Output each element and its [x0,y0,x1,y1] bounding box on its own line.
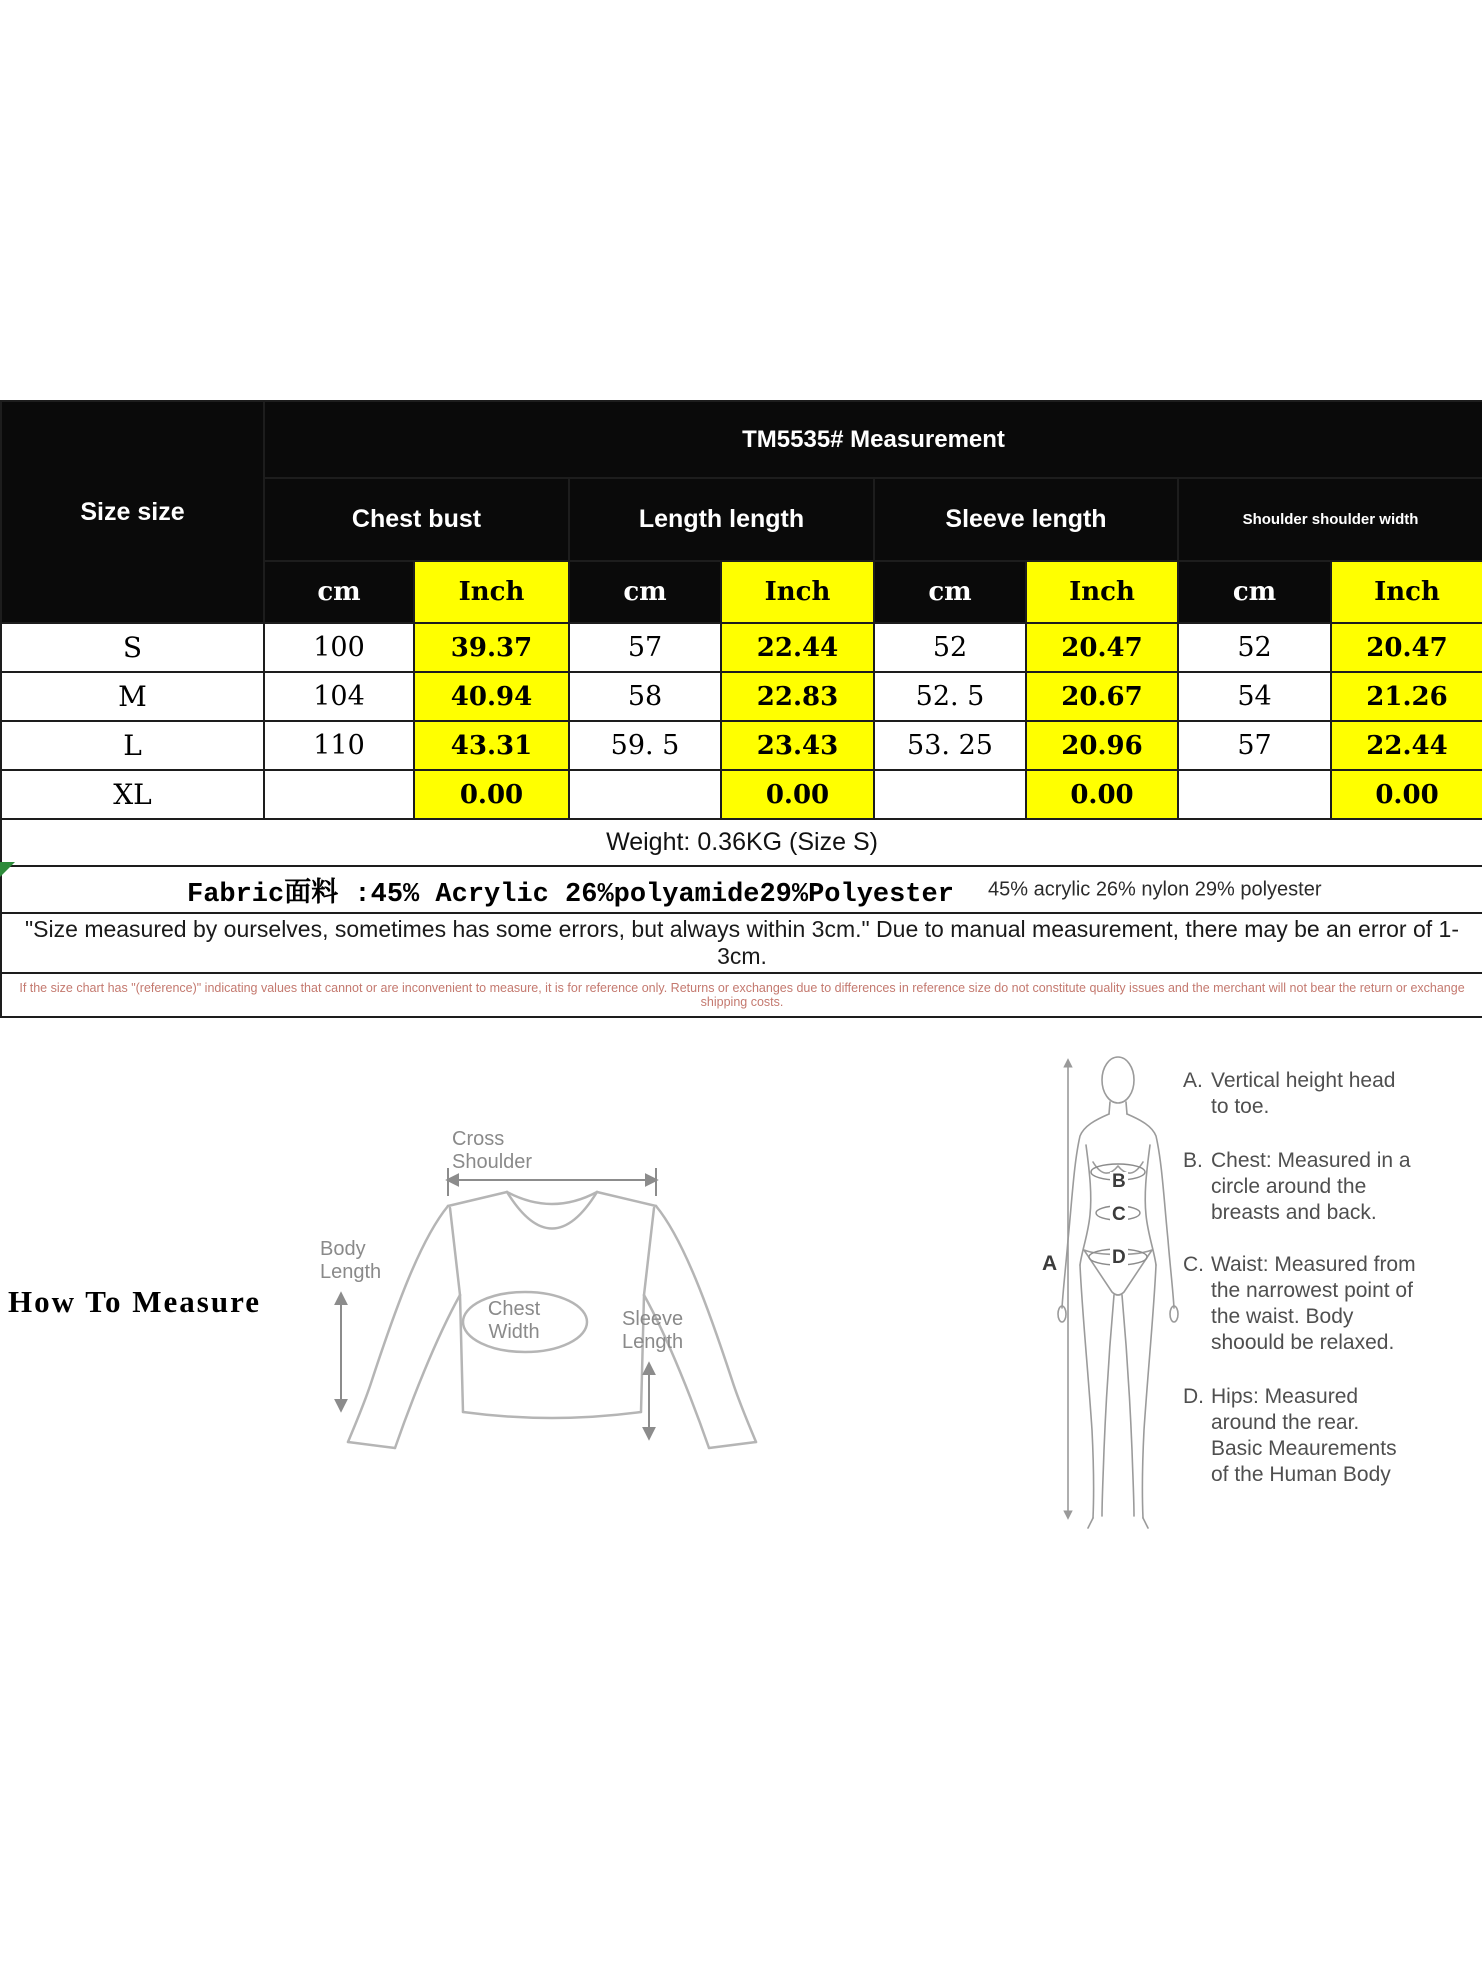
size-cell: M [1,672,264,721]
unit-header-inch: Inch [1331,561,1482,623]
weight-row: Weight: 0.36KG (Size S) [1,819,1482,866]
measure-annotations [1183,1068,1428,1488]
chest-inch-cell: 43.31 [414,721,569,770]
label-chest-width: Chest Width [487,1298,541,1343]
figure-letter-a: A [1042,1252,1058,1275]
shoulder-cm-cell: 54 [1178,672,1331,721]
how-to-measure-heading: How To Measure [8,1284,262,1319]
figure-letter-d: D [1112,1247,1126,1268]
size-cell: XL [1,770,264,819]
unit-header-cm: cm [569,561,721,623]
annotation-b: B. Chest: Measured in a circle around the breasts and back. [1183,1149,1411,1224]
table-row-xl [1,770,1482,819]
sleeve-cm-cell [874,770,1026,819]
col-header-chest: Chest bust [264,478,569,561]
table-row-s [1,623,1482,672]
chest-cm-cell: 104 [264,672,414,721]
length-cm-cell: 58 [569,672,721,721]
sleeve-inch-cell: 0.00 [1026,770,1178,819]
chest-inch-cell: 0.00 [414,770,569,819]
shoulder-inch-cell: 22.44 [1331,721,1482,770]
shoulder-inch-cell: 20.47 [1331,623,1482,672]
unit-header-cm: cm [1178,561,1331,623]
length-inch-cell: 0.00 [721,770,874,819]
chest-inch-cell: 40.94 [414,672,569,721]
body-figure-diagram [1030,1050,1190,1535]
disclaimer-row: "Size measured by ourselves, sometimes has some errors, but always within 3cm." Due to manual measurement, there may be an error of 1-3cm. [1,913,1482,973]
col-header-length: Length length [569,478,874,561]
shoulder-inch-cell: 21.26 [1331,672,1482,721]
label-body-length: Body Length [320,1238,382,1283]
figure-letter-b: B [1112,1171,1126,1192]
annotation-a: A. Vertical height head to toe. [1183,1069,1396,1118]
shoulder-inch-cell: 0.00 [1331,770,1482,819]
size-cell: L [1,721,264,770]
fabric-text-english: 45% acrylic 26% nylon 29% polyester [988,878,1322,900]
chest-cm-cell: 110 [264,721,414,770]
table-row-m [1,672,1482,721]
sleeve-inch-cell: 20.96 [1026,721,1178,770]
green-corner-marker [0,862,15,877]
annotation-c: C. Waist: Measured from the narrowest point of the waist. Body shoould be relaxed. [1183,1253,1416,1354]
length-cm-cell: 57 [569,623,721,672]
unit-header-inch: Inch [721,561,874,623]
length-inch-cell: 22.83 [721,672,874,721]
reference-note-row: If the size chart has "(reference)" indicating values that cannot or are inconvenient to measure, it is for reference only. Returns or exchanges due to differences in reference size do not constitute quality issues and the merchant will not bear the return or exchange shipping costs. [1,973,1482,1017]
sleeve-cm-cell: 53. 25 [874,721,1026,770]
unit-header-inch: Inch [414,561,569,623]
length-inch-cell: 23.43 [721,721,874,770]
unit-header-cm: cm [264,561,414,623]
size-column-header: Size size [1,401,264,623]
annotation-d: D. Hips: Measured around the rear. Basic Meaurements of the Human Body [1183,1385,1397,1486]
col-header-sleeve: Sleeve length [874,478,1178,561]
chest-cm-cell [264,770,414,819]
col-header-shoulder: Shoulder shoulder width [1178,478,1482,561]
length-inch-cell: 22.44 [721,623,874,672]
length-cm-cell [569,770,721,819]
sleeve-cm-cell: 52 [874,623,1026,672]
shoulder-cm-cell [1178,770,1331,819]
fabric-text: Fabric面料 :45% Acrylic 26%polyamide29%Polyester [187,879,954,910]
chest-cm-cell: 100 [264,623,414,672]
fabric-row [1,866,1482,913]
size-cell: S [1,623,264,672]
unit-header-cm: cm [874,561,1026,623]
size-chart-table [0,400,1482,1018]
shoulder-cm-cell: 57 [1178,721,1331,770]
unit-header-inch: Inch [1026,561,1178,623]
label-sleeve-length: Sleeve Length [622,1308,684,1353]
table-title: TM5535# Measurement [264,401,1482,478]
sleeve-inch-cell: 20.47 [1026,623,1178,672]
chest-inch-cell: 39.37 [414,623,569,672]
length-cm-cell: 59. 5 [569,721,721,770]
sleeve-inch-cell: 20.67 [1026,672,1178,721]
sleeve-cm-cell: 52. 5 [874,672,1026,721]
shoulder-cm-cell: 52 [1178,623,1331,672]
figure-letter-c: C [1112,1204,1126,1225]
label-cross-shoulder: Cross Shoulder [452,1128,533,1173]
table-row-l [1,721,1482,770]
